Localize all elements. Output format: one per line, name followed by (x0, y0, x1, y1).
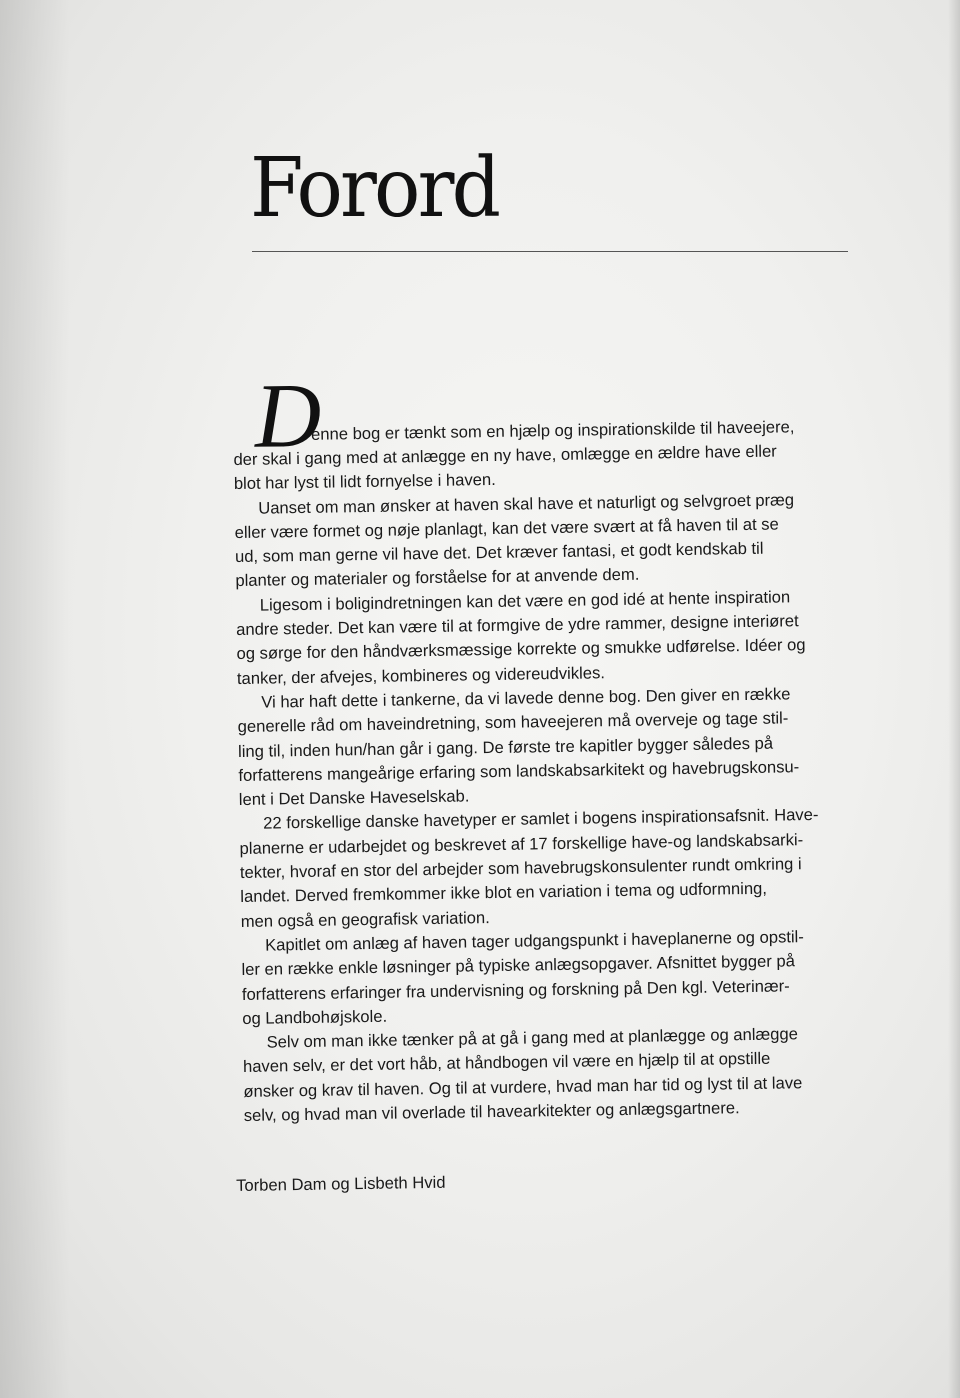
text-line: Vi har haft dette i tankerne, da vi lavede denne bog. Den giver en række (261, 684, 791, 712)
text-line: blot har lyst til lidt fornyelse i haven. (233, 470, 496, 494)
text-line: Uanset om man ønsker at haven skal have et naturligt og selvgroet præg (258, 489, 795, 518)
text-line: tekter, hvoraf en stor del arbejder som havebrugskonsulenter rundt omkring i (239, 854, 802, 883)
text-line: og Landbohøjskole. (242, 1006, 388, 1028)
text-line: Ligesom i boligindretningen kan det være en god idé at hente inspiration (259, 587, 791, 615)
text-line: men også en geografisk variation. (240, 907, 490, 931)
foreword-body (232, 360, 885, 1190)
first-line-text: enne bog er tænkt som en hjælp og inspirationskilde til haveejere, (310, 416, 795, 444)
text-line: planter og materialer og forståelse for at anvende dem. (235, 565, 640, 591)
text-line: forfatterens erfaringer fra undervisning og forskning på Den kgl. Veterinær- (241, 975, 790, 1004)
text-line: ud, som man gerne vil have det. Det kræver fantasi, et godt kendskab til (234, 538, 764, 567)
text-line: ønsker og krav til haven. Og til at vurdere, hvad man har tid og lyst til at lave (243, 1072, 803, 1101)
text-line: lent i Det Danske Haveselskab. (238, 786, 470, 810)
text-line: generelle råd om haveindretning, som haveejeren må overveje og tage stil- (237, 708, 789, 737)
text-line: planerne er udarbejdet og beskrevet af 17 forskellige have-og landskabsarki- (239, 829, 804, 858)
title-rule (252, 251, 848, 252)
text-line: selv, og hvad man vil overlade til havearkitekter og anlægsgartnere. (243, 1098, 740, 1125)
text-line: andre steder. Det kan være til at formgive de ydre rammer, designe interiøret (236, 611, 799, 640)
text-lines (233, 438, 884, 1128)
author-signature: Torben Dam og Lisbeth Hvid (236, 1172, 446, 1195)
text-line: tanker, der afvejes, kombineres og videreudvikles. (236, 662, 606, 688)
text-line: ler en række enkle løsninger på typiske anlægsopgaver. Afsnittet bygger på (241, 951, 796, 980)
page-title: Forord (250, 141, 499, 236)
text-line: der skal i gang med at anlægge en ny have, omlægge en ældre have eller (233, 441, 777, 470)
text-line: og sørge for den håndværksmæssige korrekte og smukke udførelse. Idéer og (236, 635, 806, 664)
binding-gutter-shadow (0, 0, 70, 1398)
text-line: ling til, inden hun/han går i gang. De første tre kapitler bygger således på (237, 733, 774, 761)
text-line: forfatterens mangeårige erfaring som landskabsarkitekt og havebrugskonsu- (238, 757, 800, 785)
page-edge-shadow (948, 0, 960, 1398)
text-line: Kapitlet om anlæg af haven tager udgangspunkt i haveplanerne og opstil- (264, 927, 804, 955)
drop-cap: D (253, 363, 323, 467)
text-line: eller være formet og nøje planlagt, kan det være svært at få haven til at se (234, 514, 779, 542)
text-line: 22 forskellige danske havetyper er samlet i bogens inspirationsafsnit. Have- (263, 805, 819, 834)
text-line: Selv om man ikke tænker på at gå i gang med at planlægge og anlægge (266, 1024, 799, 1052)
text-line: landet. Derved fremkommer ikke blot en variation i tema og udformning, (240, 879, 768, 907)
text-line: haven selv, er det vort håb, at håndbogen vil være en hjælp til at opstille (242, 1049, 771, 1077)
